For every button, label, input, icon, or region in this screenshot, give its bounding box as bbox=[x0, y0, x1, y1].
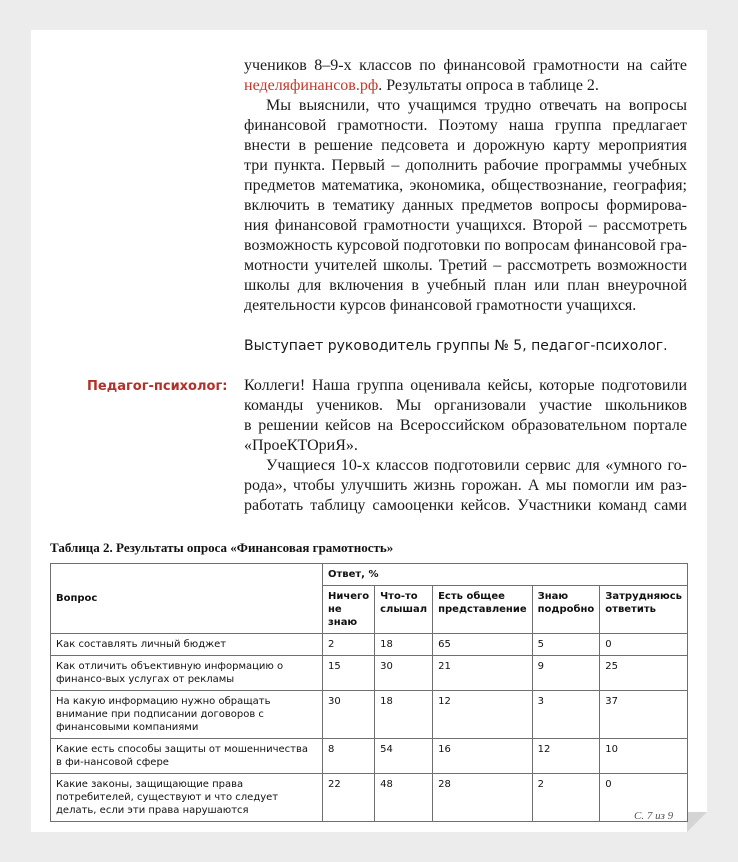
paragraph-text: . Результаты опроса в таблице 2. bbox=[378, 77, 599, 94]
value-cell: 21 bbox=[433, 656, 533, 691]
paragraph-line: возможность курсовой подготовки по вопросам финансовой гра- bbox=[244, 237, 687, 254]
paragraph-line: Учащиеся 10-х классов подготовили сервис для «умного го- bbox=[266, 457, 687, 474]
paragraph-line: работать таблицу самооценки кейсов. Участники команд сами bbox=[244, 497, 687, 514]
value-cell: 65 bbox=[433, 634, 533, 656]
paragraph-line: внести в решение педсовета и дорожную карту мероприятия bbox=[244, 137, 687, 154]
value-cell: 2 bbox=[322, 634, 374, 656]
question-cell: Какие законы, защищающие права потребителей, существуют и что следует делать, если эти права нарушаются bbox=[51, 774, 323, 822]
question-cell: Как составлять личный бюджет bbox=[51, 634, 323, 656]
survey-results-table bbox=[50, 563, 688, 822]
value-cell: 48 bbox=[375, 774, 433, 822]
header-column-3: Есть общее представление bbox=[433, 586, 533, 634]
paragraph-line: финансовой грамотности. Поэтому наша группа предлагает bbox=[244, 117, 687, 134]
header-answer: Ответ, % bbox=[322, 564, 687, 586]
speaker-label: Педагог-психолог: bbox=[87, 379, 228, 394]
value-cell: 0 bbox=[600, 634, 688, 656]
paragraph-recommendations bbox=[244, 96, 687, 316]
header-column-2: Что-то слышал bbox=[375, 586, 433, 634]
table-row bbox=[51, 774, 688, 822]
paragraph-line: рода», чтобы улучшить жизнь горожан. А мы помогли им раз- bbox=[244, 477, 687, 494]
speaker-announcement: Выступает руководитель группы № 5, педагог-психолог. bbox=[244, 338, 668, 354]
value-cell: 54 bbox=[375, 739, 433, 774]
paragraph-line: деятельности курсов финансовой грамотности учащихся. bbox=[244, 297, 637, 314]
value-cell: 18 bbox=[375, 634, 433, 656]
header-column-5: Затрудняюсь ответить bbox=[600, 586, 688, 634]
paragraph-line: Мы выяснили, что учащимся трудно отвечать на вопросы bbox=[266, 97, 687, 114]
value-cell: 37 bbox=[600, 691, 688, 739]
value-cell: 9 bbox=[532, 656, 600, 691]
value-cell: 8 bbox=[322, 739, 374, 774]
page-corner-fold bbox=[687, 812, 707, 832]
paragraph-line: «ПроеКТОриЯ». bbox=[244, 437, 358, 454]
paragraph-line: в решении кейсов на Всероссийском образовательном портале bbox=[244, 417, 687, 434]
header-column-4: Знаю подробно bbox=[532, 586, 600, 634]
value-cell: 10 bbox=[600, 739, 688, 774]
speech-paragraph bbox=[244, 456, 687, 516]
speech-paragraph bbox=[244, 376, 687, 456]
paragraph-line: мотности учителей школы. Третий – рассмотреть возможности bbox=[244, 257, 687, 274]
value-cell: 5 bbox=[532, 634, 600, 656]
value-cell: 25 bbox=[600, 656, 688, 691]
body-text bbox=[244, 56, 687, 316]
table-row bbox=[51, 691, 688, 739]
question-cell: Как отличить объективную информацию о финансо-вых услугах от рекламы bbox=[51, 656, 323, 691]
value-cell: 30 bbox=[322, 691, 374, 739]
value-cell: 28 bbox=[433, 774, 533, 822]
paragraph-line: включить в тематику данных предметов вопросы формирова- bbox=[244, 197, 687, 214]
paragraph-line: предметов математика, экономика, обществознание, география; bbox=[244, 177, 687, 194]
question-cell: Какие есть способы защиты от мошенничества в фи-нансовой сфере bbox=[51, 739, 323, 774]
paragraph-line: Коллеги! Наша группа оценивала кейсы, которые подготовили bbox=[244, 377, 687, 394]
value-cell: 12 bbox=[433, 691, 533, 739]
value-cell: 18 bbox=[375, 691, 433, 739]
value-cell: 3 bbox=[532, 691, 600, 739]
website-link[interactable]: неделяфинансов.рф bbox=[244, 77, 379, 94]
value-cell: 15 bbox=[322, 656, 374, 691]
table-row bbox=[51, 634, 688, 656]
question-cell: На какую информацию нужно обращать внимание при подписании договоров с финансовыми компаниями bbox=[51, 691, 323, 739]
value-cell: 12 bbox=[532, 739, 600, 774]
speech-text bbox=[244, 376, 687, 516]
value-cell: 22 bbox=[322, 774, 374, 822]
header-column-1: Ничего не знаю bbox=[322, 586, 374, 634]
paragraph-line bbox=[244, 76, 687, 96]
value-cell: 30 bbox=[375, 656, 433, 691]
table-title: Таблица 2. Результаты опроса «Финансовая грамотность» bbox=[50, 540, 394, 555]
paragraph-line: три пункта. Первый – дополнить рабочие программы учебных bbox=[244, 157, 687, 174]
value-cell: 2 bbox=[532, 774, 600, 822]
page-number: С. 7 из 9 bbox=[634, 810, 674, 822]
paragraph-line: ния финансовой грамотности учащихся. Второй – рассмотреть bbox=[244, 217, 687, 234]
table-row bbox=[51, 739, 688, 774]
paragraph-line: школы для включения в учебный план или план внеурочной bbox=[244, 277, 687, 294]
value-cell: 0 bbox=[600, 774, 688, 822]
paragraph-line: команды учеников. Мы организовали участие школьников bbox=[244, 397, 687, 414]
paragraph-line: учеников 8–9-х классов по финансовой грамотности на сайте bbox=[244, 57, 687, 74]
table-row bbox=[51, 656, 688, 691]
value-cell: 16 bbox=[433, 739, 533, 774]
header-question: Вопрос bbox=[51, 564, 323, 634]
